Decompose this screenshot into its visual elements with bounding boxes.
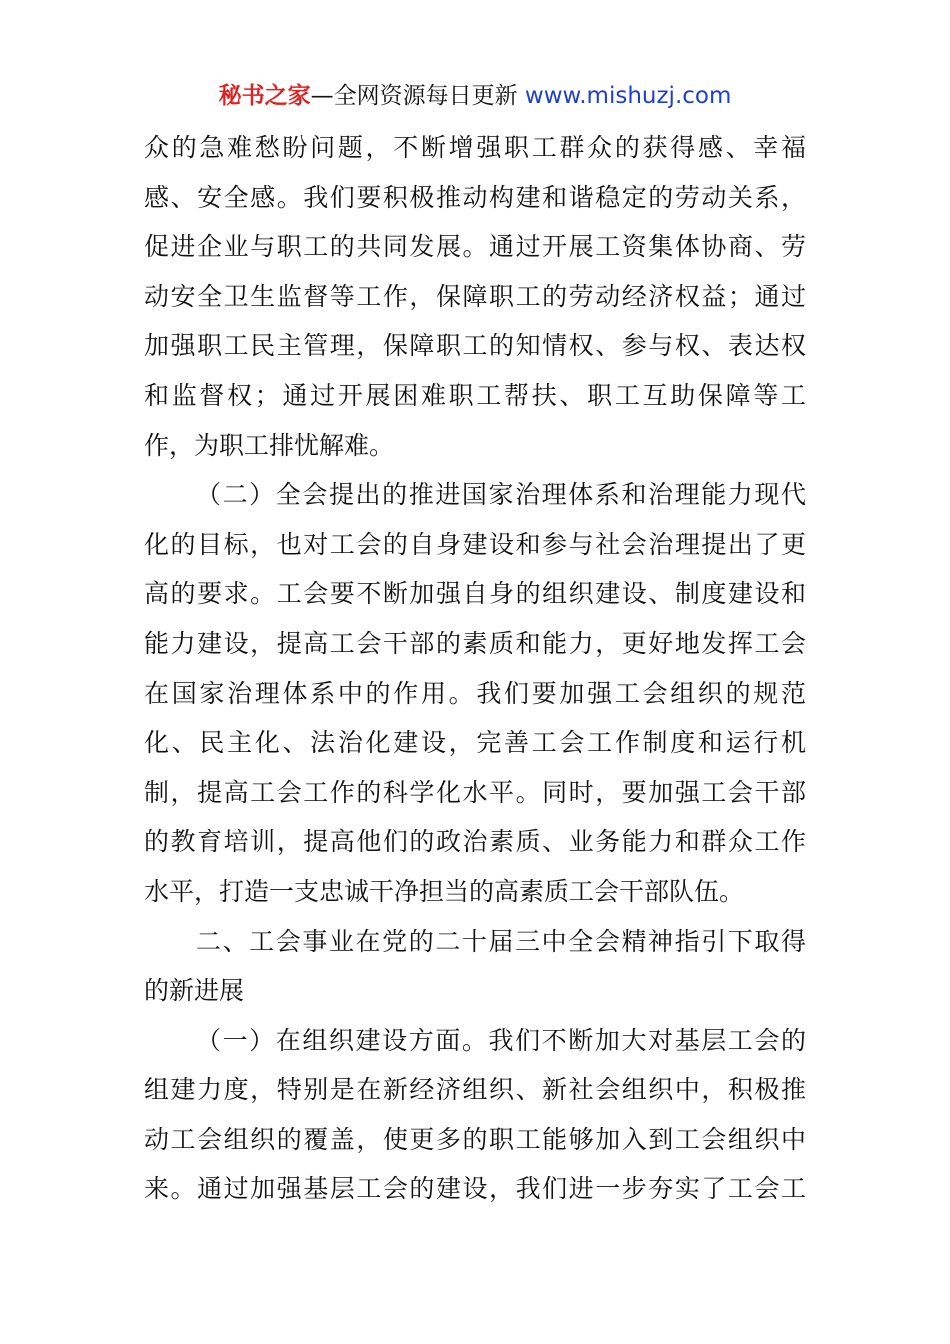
site-tagline: —全网资源每日更新	[310, 83, 518, 109]
text-line-paragraph-end: 水平，打造一支忠诚干净担当的高素质工会干部队伍。	[144, 876, 745, 906]
text-line: 化的目标，也对工会的自身建设和参与社会治理提出了更	[144, 529, 806, 559]
site-url-link[interactable]: www.mishuzj.com	[524, 83, 732, 109]
text-line: 动工会组织的覆盖，使更多的职工能够加入到工会组织中	[144, 1124, 806, 1154]
text-line: 制，提高工会工作的科学化水平。同时，要加强工会干部	[144, 777, 806, 807]
text-line: 化、民主化、法治化建设，完善工会工作制度和运行机	[144, 728, 806, 758]
text-line: 和监督权；通过开展困难职工帮扶、职工互助保障等工	[144, 380, 806, 410]
text-line: 的教育培训，提高他们的政治素质、业务能力和群众工作	[144, 827, 806, 857]
section-heading-end: 的新进展	[144, 976, 245, 1006]
text-line: 加强职工民主管理，保障职工的知情权、参与权、表达权	[144, 331, 806, 361]
text-line: 促进企业与职工的共同发展。通过开展工资集体协商、劳	[144, 232, 806, 262]
document-body	[144, 123, 806, 1214]
text-line: 能力建设，提高工会干部的素质和能力，更好地发挥工会	[144, 628, 806, 658]
paragraph-start-line: （二）全会提出的推进国家治理体系和治理能力现代	[196, 480, 806, 510]
text-line: 感、安全感。我们要积极推动构建和谐稳定的劳动关系，	[144, 182, 806, 212]
text-line: 组建力度，特别是在新经济组织、新社会组织中，积极推	[144, 1075, 806, 1105]
text-line: 高的要求。工会要不断加强自身的组织建设、制度建设和	[144, 579, 806, 609]
text-line: 在国家治理体系中的作用。我们要加强工会组织的规范	[144, 678, 806, 708]
site-brand: 秘书之家	[218, 83, 311, 109]
section-heading: 二、工会事业在党的二十届三中全会精神指引下取得	[196, 926, 806, 956]
site-header	[0, 80, 950, 112]
text-line: 来。通过加强基层工会的建设，我们进一步夯实了工会工	[144, 1174, 806, 1204]
text-line: 动安全卫生监督等工作，保障职工的劳动经济权益；通过	[144, 281, 806, 311]
paragraph-start-line: （一）在组织建设方面。我们不断加大对基层工会的	[196, 1025, 806, 1055]
text-line-paragraph-end: 作，为职工排忧解难。	[144, 430, 395, 460]
text-line: 众的急难愁盼问题，不断增强职工群众的获得感、幸福	[144, 133, 806, 162]
